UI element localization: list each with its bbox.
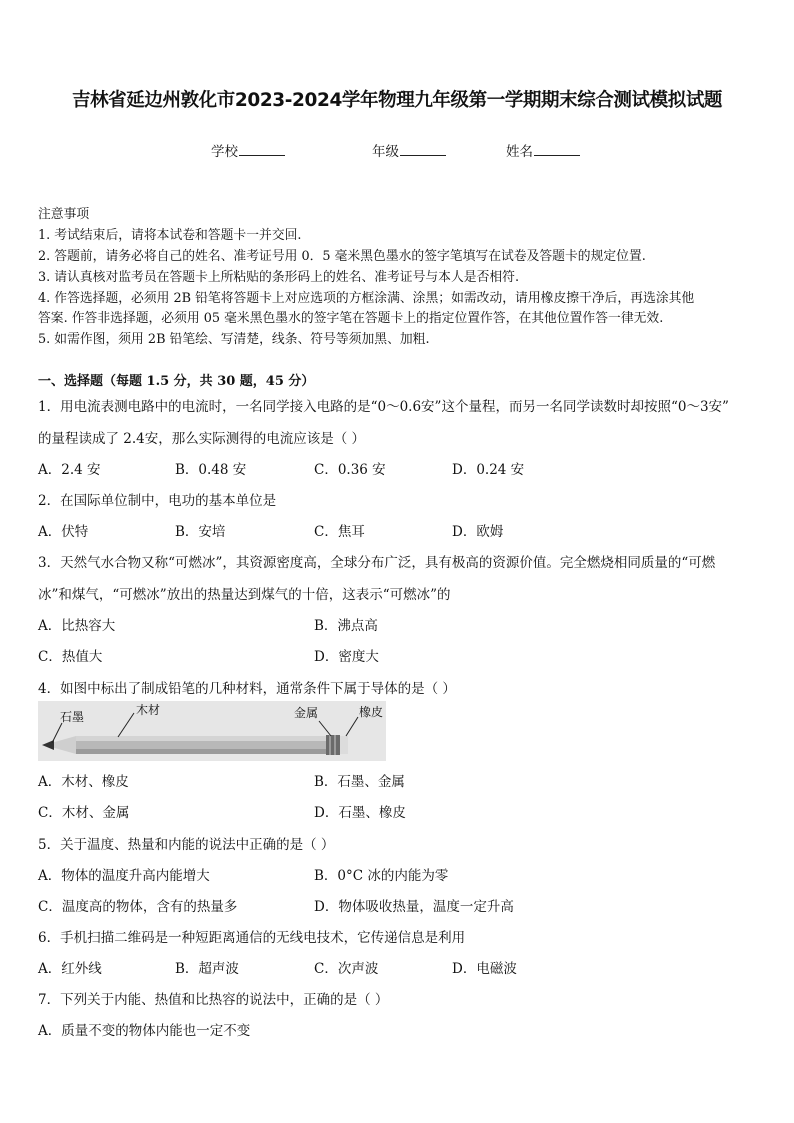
q5-option-b[interactable]: B．0°C 冰的内能为零 xyxy=(314,868,449,884)
pencil-illustration xyxy=(38,701,386,761)
question-7-stem: 7．下列关于内能、热值和比热容的说法中，正确的是（ ） xyxy=(38,992,389,1008)
question-1-stem: 1．用电流表测电路中的电流时，一名同学接入电路的是“0～0.6安”这个量程，而另一名同学读数时却按照“0～3安” xyxy=(38,399,729,415)
q3-option-b[interactable]: B．沸点高 xyxy=(314,618,378,634)
q6-option-b[interactable]: B．超声波 xyxy=(175,961,239,977)
q7-option-a[interactable]: A．质量不变的物体内能也一定不变 xyxy=(38,1023,251,1039)
note-item: 答案. 作答非选择题，必须用 05 毫米黑色墨水的签字笔在答题卡上的指定位置作答，在其他位置作答一律无效. xyxy=(38,311,664,326)
label-wood: 木材 xyxy=(136,703,161,717)
pencil-figure xyxy=(38,701,386,761)
grade-blank[interactable] xyxy=(400,142,446,156)
q4-option-c[interactable]: C．木材、金属 xyxy=(38,805,130,821)
q6-option-d[interactable]: D．电磁波 xyxy=(452,961,517,977)
exam-title: 吉林省延边州敦化市2023-2024学年物理九年级第一学期期末综合测试模拟试题 xyxy=(71,90,723,111)
section-heading: 一、选择题（每题 1.5 分，共 30 题，45 分） xyxy=(38,374,315,389)
q3-option-d[interactable]: D．密度大 xyxy=(314,649,379,665)
grade-field[interactable]: 年级 xyxy=(372,140,446,160)
q3-option-a[interactable]: A．比热容大 xyxy=(38,618,116,634)
pencil-eraser xyxy=(340,736,348,754)
q2-option-a[interactable]: A．伏特 xyxy=(38,524,89,540)
label-eraser: 橡皮 xyxy=(359,705,384,719)
label-metal: 金属 xyxy=(294,706,319,720)
q4-option-a[interactable]: A．木材、橡皮 xyxy=(38,774,129,790)
q4-option-d[interactable]: D．石墨、橡皮 xyxy=(314,805,406,821)
pencil-ferrule xyxy=(326,735,340,755)
q1-option-b[interactable]: B．0.48 安 xyxy=(175,462,247,478)
question-4-stem: 4．如图中标出了制成铅笔的几种材料，通常条件下属于导体的是（ ） xyxy=(38,681,456,697)
q2-option-c[interactable]: C．焦耳 xyxy=(314,524,365,540)
q5-option-d[interactable]: D．物体吸收热量，温度一定升高 xyxy=(314,899,514,915)
name-blank[interactable] xyxy=(534,142,580,156)
q6-option-c[interactable]: C．次声波 xyxy=(314,961,379,977)
label-graphite: 石墨 xyxy=(60,710,85,724)
q1-option-c[interactable]: C．0.36 安 xyxy=(314,462,386,478)
question-6-stem: 6．手机扫描二维码是一种短距离通信的无线电技术，它传递信息是利用 xyxy=(38,930,466,946)
q1-option-a[interactable]: A．2.4 安 xyxy=(38,462,101,478)
question-5-stem: 5．关于温度、热量和内能的说法中正确的是（ ） xyxy=(38,837,335,853)
q2-option-d[interactable]: D．欧姆 xyxy=(452,524,504,540)
note-item: 1. 考试结束后，请将本试卷和答题卡一并交回. xyxy=(38,228,302,243)
school-blank[interactable] xyxy=(239,142,285,156)
q5-option-a[interactable]: A．物体的温度升高内能增大 xyxy=(38,868,210,884)
name-field[interactable]: 姓名 xyxy=(506,140,580,160)
q5-option-c[interactable]: C．温度高的物体，含有的热量多 xyxy=(38,899,238,915)
q6-option-a[interactable]: A．红外线 xyxy=(38,961,102,977)
question-3-stem-cont: 冰”和煤气，“可燃冰”放出的热量达到煤气的十倍，这表示“可燃冰”的 xyxy=(38,587,451,603)
note-item: 2. 答题前，请务必将自己的姓名、准考证号用 0．5 毫米黑色墨水的签字笔填写在试卷及答题卡的规定位置. xyxy=(38,249,646,264)
school-field[interactable]: 学校 xyxy=(211,140,285,160)
q2-option-b[interactable]: B．安培 xyxy=(175,524,226,540)
question-1-stem-cont: 的量程读成了 2.4安，那么实际测得的电流应该是（ ） xyxy=(38,431,366,447)
q1-option-d[interactable]: D．0.24 安 xyxy=(452,462,525,478)
q4-option-b[interactable]: B．石墨、金属 xyxy=(314,774,405,790)
note-item: 3. 请认真核对监考员在答题卡上所粘贴的条形码上的姓名、准考证号与本人是否相符. xyxy=(38,270,520,285)
note-item: 4. 作答选择题，必须用 2B 铅笔将答题卡上对应选项的方框涂满、涂黑；如需改动，请用橡皮擦干净后，再选涂其他 xyxy=(38,291,695,306)
q3-option-c[interactable]: C．热值大 xyxy=(38,649,103,665)
question-2-stem: 2．在国际单位制中，电功的基本单位是 xyxy=(38,493,277,509)
notes-heading: 注意事项 xyxy=(38,207,90,222)
question-3-stem: 3．天然气水合物又称“可燃冰”，其资源密度高，全球分布广泛，具有极高的资源价值。完全燃烧相同质量的“可燃 xyxy=(38,555,716,571)
note-item: 5. 如需作图，须用 2B 铅笔绘、写清楚，线条、符号等须加黑、加粗. xyxy=(38,332,430,347)
